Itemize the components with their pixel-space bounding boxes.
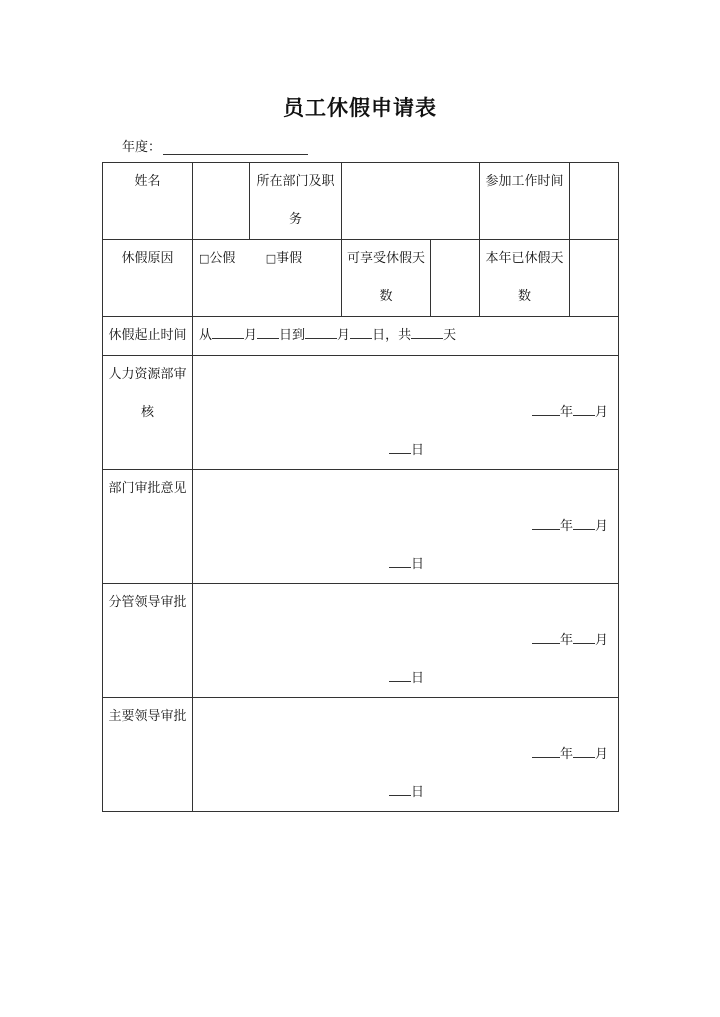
period-from-label: 从 <box>199 328 213 343</box>
public-leave-option[interactable] <box>199 251 235 266</box>
department-approval-value-cell[interactable] <box>193 470 619 584</box>
approval-date-day <box>389 432 424 470</box>
checkbox-icon[interactable]: □ <box>265 252 277 265</box>
day-label: 日 <box>411 671 425 686</box>
start-work-value-cell[interactable] <box>570 163 619 240</box>
name-label-cell <box>103 163 193 240</box>
period-label-cell <box>103 317 193 356</box>
department-value-cell[interactable] <box>342 163 480 240</box>
year-label: 年 <box>559 405 573 420</box>
start-day-blank[interactable] <box>257 324 279 339</box>
taken-days-label-line1: 本年已休假天 <box>485 251 564 266</box>
approval-date-year-month <box>532 508 608 546</box>
year-blank[interactable] <box>532 629 560 644</box>
period-value-cell <box>193 317 619 356</box>
year-blank[interactable] <box>532 743 560 758</box>
day-label: 日 <box>411 557 425 572</box>
taken-days-value-cell[interactable] <box>570 240 619 317</box>
name-label: 姓名 <box>134 174 161 189</box>
day-blank[interactable] <box>389 781 411 796</box>
department-approval-label: 部门审批意见 <box>108 481 187 496</box>
year-label: 年 <box>559 747 573 762</box>
period-days-label: 天 <box>443 328 457 343</box>
reason-label: 休假原因 <box>121 251 174 266</box>
approval-date-day <box>389 546 424 584</box>
main-leader-approval-value-cell[interactable] <box>193 698 619 812</box>
day-blank[interactable] <box>389 553 411 568</box>
deputy-leader-approval-value-cell[interactable] <box>193 584 619 698</box>
approval-date-day <box>389 774 424 812</box>
taken-days-label-cell <box>480 240 570 317</box>
end-day-blank[interactable] <box>350 324 372 339</box>
month-blank[interactable] <box>573 401 595 416</box>
name-value-cell[interactable] <box>193 163 250 240</box>
start-work-label-cell <box>480 163 570 240</box>
checkbox-icon[interactable]: □ <box>199 252 210 265</box>
period-month-label: 月 <box>337 328 351 343</box>
approval-date-year-month <box>532 736 608 774</box>
start-work-label: 参加工作时间 <box>485 174 564 189</box>
year-label: 年 <box>559 633 573 648</box>
year-input-line[interactable] <box>163 140 308 155</box>
day-blank[interactable] <box>389 439 411 454</box>
period-day-to-label: 日到 <box>279 328 306 343</box>
hr-review-value-cell[interactable] <box>193 356 619 470</box>
start-month-blank[interactable] <box>212 324 244 339</box>
hr-review-label-line2: 核 <box>140 405 154 420</box>
leave-application-table <box>102 162 619 812</box>
department-label-cell <box>250 163 342 240</box>
entitled-days-label-cell <box>342 240 431 317</box>
period-label: 休假起止时间 <box>108 328 187 343</box>
approval-date-day <box>389 660 424 698</box>
entitled-days-label-line1: 可享受休假天 <box>346 251 425 266</box>
deputy-leader-approval-label: 分管领导审批 <box>108 595 187 610</box>
entitled-days-label-line2: 数 <box>379 289 393 304</box>
hr-review-label-cell <box>103 356 193 470</box>
period-month-label: 月 <box>244 328 258 343</box>
total-days-blank[interactable] <box>411 324 443 339</box>
month-label: 月 <box>594 633 608 648</box>
hr-review-label-line1: 人力资源部审 <box>108 367 187 382</box>
page-title: 员工休假申请表 <box>283 96 437 120</box>
department-approval-label-cell <box>103 470 193 584</box>
year-label: 年 <box>559 519 573 534</box>
day-label: 日 <box>411 443 425 458</box>
reason-label-cell <box>103 240 193 317</box>
month-blank[interactable] <box>573 743 595 758</box>
taken-days-label-line2: 数 <box>517 289 531 304</box>
approval-date-year-month <box>532 394 608 432</box>
day-label: 日 <box>411 785 425 800</box>
year-label: 年度： <box>122 140 162 155</box>
reason-options-cell <box>193 240 342 317</box>
personal-leave-option[interactable] <box>266 251 302 266</box>
month-blank[interactable] <box>573 515 595 530</box>
period-day-total-label: 日，共 <box>372 328 412 343</box>
public-leave-label: 公假 <box>209 251 236 266</box>
end-month-blank[interactable] <box>305 324 337 339</box>
month-label: 月 <box>594 519 608 534</box>
year-blank[interactable] <box>532 515 560 530</box>
deputy-leader-approval-label-cell <box>103 584 193 698</box>
entitled-days-value-cell[interactable] <box>431 240 480 317</box>
approval-date-year-month <box>532 622 608 660</box>
month-blank[interactable] <box>573 629 595 644</box>
day-blank[interactable] <box>389 667 411 682</box>
department-label-line1: 所在部门及职 <box>256 174 335 189</box>
main-leader-approval-label-cell <box>103 698 193 812</box>
year-field <box>122 136 308 155</box>
department-label-line2: 务 <box>288 212 302 227</box>
month-label: 月 <box>594 747 608 762</box>
main-leader-approval-label: 主要领导审批 <box>108 709 187 724</box>
year-blank[interactable] <box>532 401 560 416</box>
personal-leave-label: 事假 <box>276 251 303 266</box>
month-label: 月 <box>594 405 608 420</box>
